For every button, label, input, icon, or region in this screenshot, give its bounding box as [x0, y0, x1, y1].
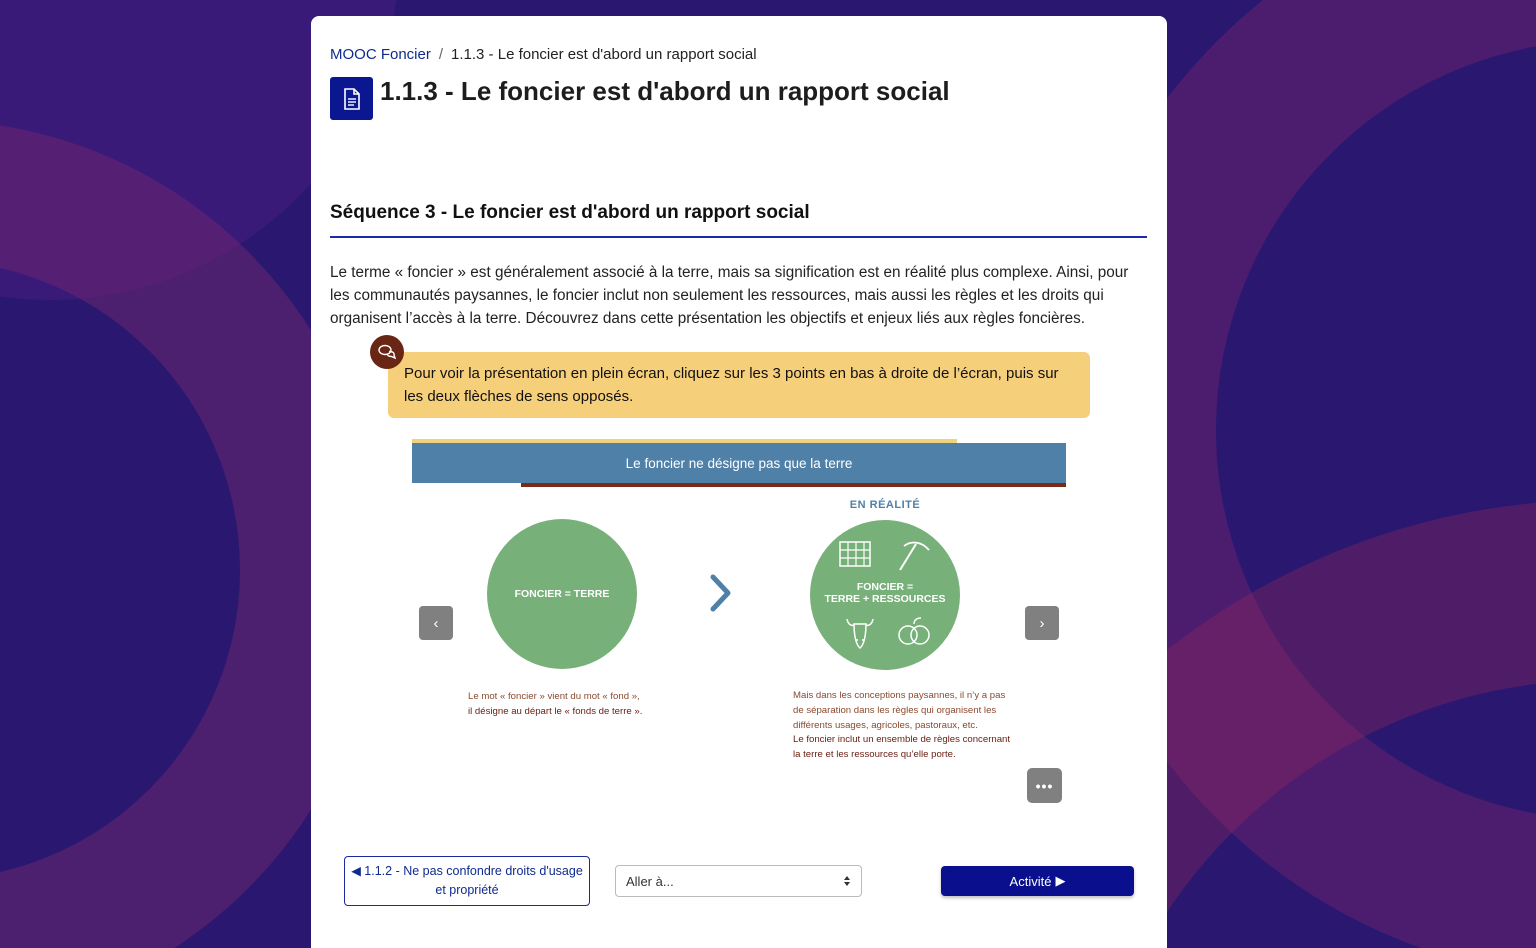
en-realite-heading: EN RÉALITÉ	[849, 499, 921, 511]
slide-banner-text: Le foncier ne désigne pas que la terre	[625, 455, 853, 471]
slide-banner	[412, 443, 1066, 483]
cow-icon	[844, 615, 876, 651]
speech-bubble-icon	[370, 335, 404, 369]
prev-activity-button[interactable]	[344, 856, 590, 906]
select-arrows-icon	[843, 875, 851, 887]
next-activity-label: Activité	[1009, 873, 1052, 889]
presentation-slider[interactable]	[388, 436, 1098, 826]
jump-to-select[interactable]	[615, 865, 862, 897]
page-title: 1.1.3 - Le foncier est d'abord un rapport social	[380, 76, 950, 106]
prev-activity-label: 1.1.2 - Ne pas confondre droits d'usage et propriété	[364, 864, 583, 897]
left-caption-line1: Le mot « foncier » vient du mot « fond »,	[468, 691, 640, 702]
foncier-terre-label: FONCIER = TERRE	[514, 588, 610, 600]
fruit-icon	[896, 616, 932, 648]
content-card	[311, 16, 1167, 948]
right-caption	[793, 689, 1013, 763]
foncier-ressources-line1: FONCIER =	[856, 581, 914, 593]
intro-paragraph: Le terme « foncier » est généralement associé à la terre, mais sa signification est en réalité plus complexe. Ainsi, pour les communautés paysannes, le foncier inclut non seulement les ressources, mais aussi les règles et les droits qui organisent l’accès à la terre. Découvrez dans cette présentation les objectifs et enjeux liés aux règles foncières.	[330, 264, 1129, 327]
foncier-ressources-circle	[810, 520, 960, 670]
next-activity-button[interactable]	[941, 866, 1134, 896]
slide-band-bottom	[521, 483, 1066, 487]
fence-icon	[838, 538, 874, 570]
slide-prev-button[interactable]	[419, 606, 453, 640]
jump-to-value: Aller à...	[626, 873, 674, 889]
pickaxe-icon	[896, 538, 932, 572]
more-options-button[interactable]	[1027, 768, 1062, 803]
document-icon	[330, 77, 373, 120]
right-caption-part1: Mais dans les conceptions paysannes, il n’y a pas de séparation dans les règles qui organisent les différents usages, agricoles, pastoraux, etc.	[793, 690, 1006, 731]
right-caption-part2: Le foncier inclut un ensemble de règles concernant la terre et les ressources qu’elle porte.	[793, 734, 1011, 761]
more-dots-icon: •••	[1035, 777, 1054, 794]
breadcrumb-current: 1.1.3 - Le foncier est d'abord un rapport social	[451, 46, 757, 63]
chevron-right-small-icon: ›	[1039, 614, 1045, 632]
left-caption	[468, 689, 688, 719]
foncier-terre-circle	[487, 519, 637, 669]
left-caption-line2: il désigne au départ le « fonds de terre ».	[468, 706, 643, 717]
fullscreen-note	[388, 352, 1090, 418]
breadcrumb-course-link[interactable]: MOOC Foncier	[330, 46, 431, 63]
foncier-ressources-line2: TERRE + RESSOURCES	[824, 593, 946, 605]
section-divider	[330, 236, 1147, 238]
note-text: Pour voir la présentation en plein écran, cliquez sur les 3 points en bas à droite de l’écran, puis sur les deux flèches de sens opposés.	[404, 365, 1059, 405]
triangle-right-icon: ▶	[1055, 873, 1066, 888]
breadcrumb-separator: /	[438, 46, 444, 63]
breadcrumb	[330, 46, 757, 63]
triangle-left-icon: ◀	[351, 864, 365, 878]
chevron-right-icon	[708, 574, 734, 612]
slide-next-button[interactable]	[1025, 606, 1059, 640]
chevron-left-icon: ‹	[433, 614, 439, 632]
sequence-title: Séquence 3 - Le foncier est d'abord un rapport social	[330, 202, 810, 223]
